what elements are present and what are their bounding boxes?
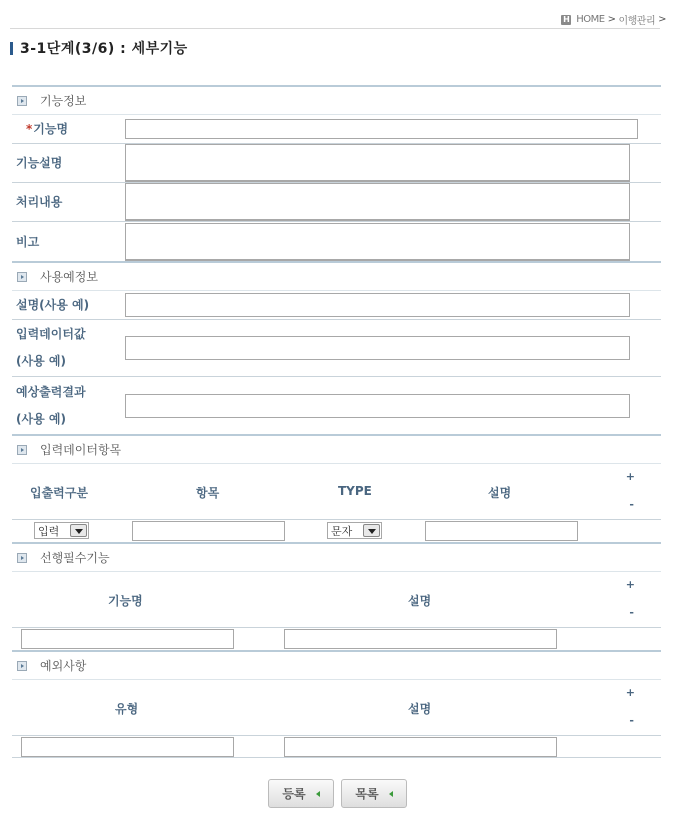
section-usage-info [12, 261, 661, 291]
col-io-type: 입출력구분 [30, 486, 88, 500]
item-input[interactable] [132, 521, 285, 541]
section-bullet-icon [17, 445, 27, 455]
remove-row-button[interactable]: - [629, 714, 634, 727]
breadcrumb-current: 이행관리 [618, 16, 656, 27]
io-type-select[interactable] [34, 522, 89, 539]
col-description: 설명 [488, 486, 512, 500]
add-row-button[interactable]: + [625, 578, 635, 591]
chevron-down-icon [363, 524, 380, 537]
exception-desc-input[interactable] [284, 737, 557, 757]
breadcrumb [561, 12, 666, 27]
prerequisite-name-input[interactable] [21, 629, 234, 649]
row-expected-output [12, 377, 661, 434]
section-bullet-icon [17, 661, 27, 671]
function-desc-textarea[interactable] [125, 144, 630, 182]
section-bullet-icon [17, 553, 27, 563]
title-divider [10, 28, 660, 29]
data-type-select[interactable] [327, 522, 382, 539]
action-buttons [268, 779, 407, 808]
title-bar-icon [10, 42, 13, 55]
exceptions-row [12, 736, 661, 758]
section-title: 사용예정보 [40, 270, 98, 284]
col-description: 설명 [408, 594, 432, 608]
add-row-button[interactable]: + [625, 686, 635, 699]
expected-output-label: 예상출력결과 [16, 384, 86, 399]
chevron-right-icon: > [658, 14, 666, 25]
arrow-left-icon [389, 791, 393, 797]
page-title-text: 3-1단계(3/6) : 세부기능 [20, 41, 188, 57]
row-function-desc [12, 144, 661, 183]
item-desc-input[interactable] [425, 521, 578, 541]
row-processing [12, 183, 661, 222]
arrow-left-icon [316, 791, 320, 797]
input-items-header [12, 464, 661, 520]
required-mark: * [26, 122, 33, 136]
processing-textarea[interactable] [125, 183, 630, 221]
page-title [10, 38, 188, 58]
add-row-button[interactable]: + [625, 470, 635, 483]
section-bullet-icon [17, 96, 27, 106]
row-desc-example [12, 291, 661, 320]
chevron-right-icon: > [607, 14, 616, 25]
col-function-name: 기능명 [108, 594, 143, 608]
remove-row-button[interactable]: - [629, 498, 634, 511]
desc-example-label: 설명(사용 예) [16, 298, 90, 312]
input-value-sublabel: (사용 예) [16, 354, 66, 368]
prerequisite-header [12, 572, 661, 628]
col-description: 설명 [408, 702, 432, 716]
chevron-down-icon [70, 524, 87, 537]
detail-form [12, 85, 661, 758]
list-button[interactable] [341, 779, 407, 808]
exception-type-input[interactable] [21, 737, 234, 757]
exceptions-header [12, 680, 661, 736]
row-input-value [12, 320, 661, 377]
desc-example-input[interactable] [125, 293, 630, 317]
section-bullet-icon [17, 272, 27, 282]
prerequisite-row [12, 628, 661, 650]
row-remarks [12, 222, 661, 261]
input-value-label: 입력데이터값 [16, 327, 86, 341]
expected-output-input[interactable] [125, 394, 630, 418]
remarks-textarea[interactable] [125, 223, 630, 261]
col-type: TYPE [338, 484, 372, 498]
section-function-info [12, 85, 661, 115]
remove-row-button[interactable]: - [629, 606, 634, 619]
home-icon[interactable]: H [563, 14, 570, 24]
register-label: 등록 [282, 787, 306, 801]
input-items-row [12, 520, 661, 542]
section-title: 입력데이터항목 [40, 443, 122, 457]
data-type-value: 문자 [331, 524, 353, 538]
expected-output-sublabel: (사용 예) [16, 411, 66, 426]
function-name-label: 기능명 [33, 122, 69, 136]
register-button[interactable] [268, 779, 334, 808]
section-title: 예외사항 [40, 659, 87, 673]
col-item: 항목 [196, 486, 220, 500]
section-title: 기능정보 [40, 94, 87, 108]
function-name-input[interactable] [125, 119, 638, 139]
input-value-input[interactable] [125, 336, 630, 360]
remarks-label: 비고 [16, 234, 40, 249]
row-function-name [12, 115, 661, 144]
col-type: 유형 [115, 702, 139, 716]
io-type-value: 입력 [38, 524, 60, 538]
function-desc-label: 기능설명 [16, 156, 63, 170]
section-prerequisite [12, 542, 661, 572]
section-input-items [12, 434, 661, 464]
prerequisite-desc-input[interactable] [284, 629, 557, 649]
section-exceptions [12, 650, 661, 680]
list-label: 목록 [355, 787, 379, 801]
processing-label: 처리내용 [16, 195, 63, 209]
breadcrumb-home[interactable]: HOME [576, 14, 605, 25]
section-title: 선행필수기능 [40, 551, 110, 565]
